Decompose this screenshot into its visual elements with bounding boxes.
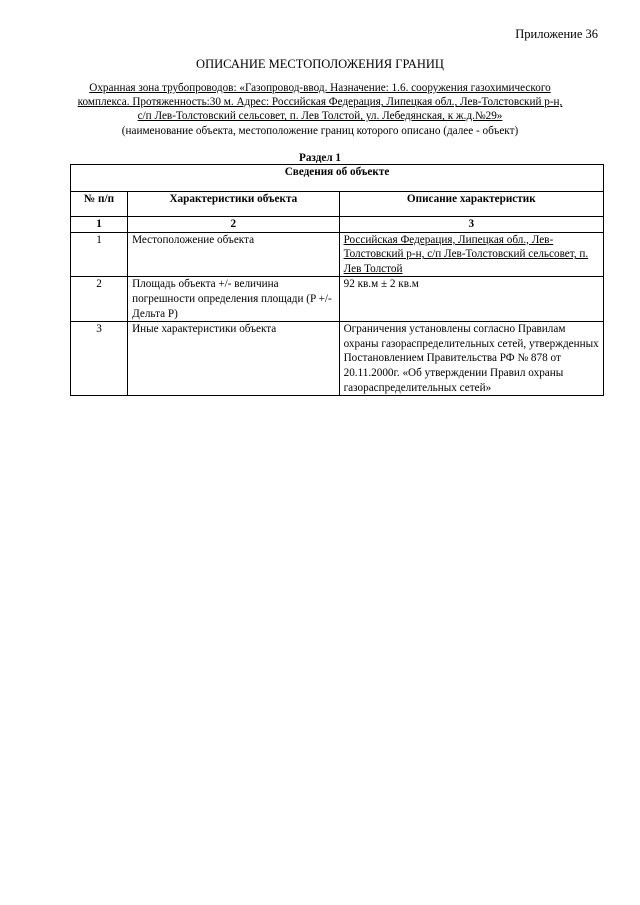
section-title: Раздел 1 [298,152,341,164]
object-name-line: комплекса. Протяженность:30 м. Адрес: Российская Федерация, Липецкая обл., Лев-Толстовский р-н, [77,96,563,109]
object-info-table [70,164,604,396]
column-number: 3 [339,217,603,233]
column-header-characteristic: Характеристики объекта [128,192,340,217]
row-number: 3 [71,322,128,396]
row-description: 92 кв.м ± 2 кв.м [339,277,603,322]
row-number: 2 [71,277,128,322]
row-number: 1 [71,232,128,277]
row-characteristic: Иные характеристики объекта [128,322,340,396]
document-title: ОПИСАНИЕ МЕСТОПОЛОЖЕНИЯ ГРАНИЦ [196,57,444,71]
table-row [71,322,604,396]
object-name [70,81,570,124]
row-description: Российская Федерация, Липецкая обл., Лев-Толстовский р-н, с/п Лев-Толстовский сельсовет, п. Лев Толстой [339,232,603,277]
object-name-line: Охранная зона трубопроводов: «Газопровод-ввод. Назначение: 1.6. сооружения газохимического [89,82,551,94]
row-characteristic: Площадь объекта +/- величина погрешности определения площади (P +/- Дельта P) [128,277,340,322]
row-description: Ограничения установлены согласно Правилам охраны газораспределительных сетей, утвержденных Постановлением Правительства РФ № 878 от 20.11.2000г. «Об утверждении Правил охраны газораспределительных сетей» [339,322,603,396]
row-characteristic: Местоположение объекта [128,232,340,277]
column-header-number: № п/п [71,192,128,217]
object-caption: (наименование объекта, местоположение границ которого описано (далее - объект) [121,125,519,137]
column-header-description: Описание характеристик [339,192,603,217]
table-row [71,232,604,277]
table-row [71,277,604,322]
appendix-label: Приложение 36 [515,27,598,41]
column-number: 1 [71,217,128,233]
column-number: 2 [128,217,340,233]
object-name-line: с/п Лев-Толстовский сельсовет, п. Лев Толстой, ул. Лебедянская, к ж.д.№29» [137,110,503,123]
table-title: Сведения об объекте [71,165,604,192]
